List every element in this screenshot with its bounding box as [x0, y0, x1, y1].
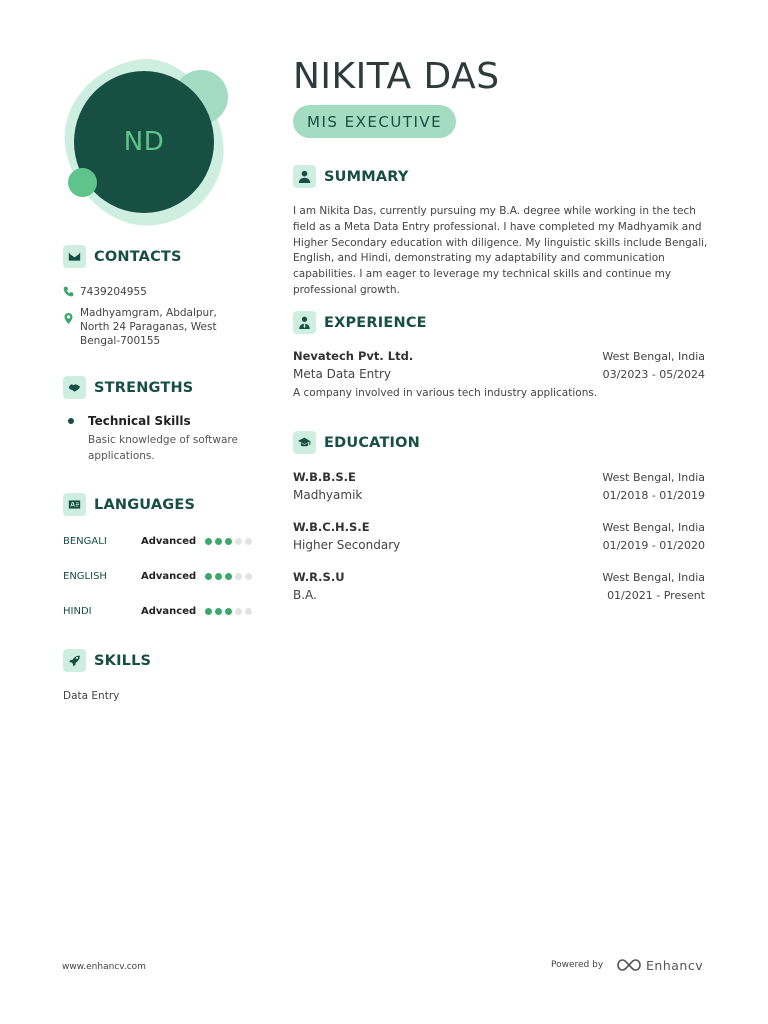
experience-description: A company involved in various tech industry applications.	[293, 387, 598, 399]
footer-logo[interactable]	[616, 957, 703, 973]
experience-dates: 03/2023 - 05/2024	[602, 368, 705, 381]
education-entry	[293, 520, 705, 552]
bullet-dot	[68, 418, 74, 424]
contacts-label: CONTACTS	[94, 248, 182, 265]
contacts-section-title	[63, 245, 182, 268]
briefcase-user-icon	[293, 311, 316, 334]
school-name: W.R.S.U	[293, 570, 345, 584]
job-title-badge: MIS EXECUTIVE	[293, 105, 456, 138]
language-level: Advanced	[141, 606, 197, 617]
proficiency-dots	[205, 608, 252, 615]
skills-section-title	[63, 649, 151, 672]
language-icon	[63, 493, 86, 516]
proficiency-dot-empty	[235, 608, 242, 615]
summary-section-title	[293, 165, 409, 188]
address-text: Madhyamgram, Abdalpur, North 24 Paraganas, West Bengal-700155	[80, 307, 217, 347]
proficiency-dot-empty	[245, 573, 252, 580]
proficiency-dot-filled	[205, 538, 212, 545]
strength-title: Technical Skills	[88, 414, 191, 428]
language-level: Advanced	[141, 536, 197, 547]
footer-brand-name: Enhancv	[646, 957, 704, 973]
experience-entry	[293, 349, 705, 399]
graduation-cap-icon	[293, 431, 316, 454]
languages-section-title	[63, 493, 195, 516]
proficiency-dot-filled	[225, 538, 232, 545]
enhancv-logo-icon	[616, 957, 642, 973]
proficiency-dot-filled	[225, 608, 232, 615]
experience-location: West Bengal, India	[602, 350, 705, 363]
experience-role: Meta Data Entry	[293, 367, 392, 381]
experience-label: EXPERIENCE	[324, 314, 427, 331]
proficiency-dot-filled	[215, 573, 222, 580]
degree-name: B.A.	[293, 588, 317, 602]
language-row	[63, 606, 263, 617]
contact-address	[63, 306, 248, 348]
proficiency-dot-empty	[245, 608, 252, 615]
phone-number: 7439204955	[80, 286, 147, 298]
skills-label: SKILLS	[94, 652, 152, 669]
proficiency-dot-filled	[215, 538, 222, 545]
school-name: W.B.B.S.E	[293, 470, 356, 484]
degree-name: Higher Secondary	[293, 538, 401, 552]
education-section-title	[293, 431, 420, 454]
skill-item: Data Entry	[63, 690, 120, 702]
proficiency-dot-filled	[205, 608, 212, 615]
user-icon	[293, 165, 316, 188]
company-name: Nevatech Pvt. Ltd.	[293, 349, 414, 363]
summary-label: SUMMARY	[324, 168, 409, 185]
candidate-name: NIKITA DAS	[293, 56, 500, 97]
education-label: EDUCATION	[324, 434, 421, 451]
experience-section-title	[293, 311, 427, 334]
strength-description: Basic knowledge of software applications.	[88, 434, 238, 462]
education-entry	[293, 570, 705, 602]
rocket-icon	[63, 649, 86, 672]
handshake-icon	[63, 376, 86, 399]
contact-phone	[63, 285, 248, 299]
footer-powered-by: Powered by	[551, 960, 604, 970]
avatar-circle	[74, 71, 214, 213]
education-dates: 01/2021 - Present	[607, 589, 705, 602]
education-location: West Bengal, India	[602, 521, 705, 534]
education-location: West Bengal, India	[602, 471, 705, 484]
proficiency-dots	[205, 538, 252, 545]
degree-name: Madhyamik	[293, 488, 363, 502]
language-level: Advanced	[141, 571, 197, 582]
language-name: HINDI	[63, 606, 92, 617]
proficiency-dots	[205, 573, 252, 580]
language-name: BENGALI	[63, 536, 107, 547]
strengths-section-title	[63, 376, 193, 399]
proficiency-dot-filled	[205, 573, 212, 580]
footer-website-link[interactable]: www.enhancv.com	[62, 962, 146, 972]
avatar-blob-small	[68, 168, 97, 197]
avatar	[56, 52, 236, 232]
strengths-label: STRENGTHS	[94, 379, 194, 396]
strength-item	[68, 414, 258, 464]
education-dates: 01/2018 - 01/2019	[602, 489, 705, 502]
language-row	[63, 536, 263, 547]
avatar-initials: ND	[123, 127, 165, 157]
education-dates: 01/2019 - 01/2020	[602, 539, 705, 552]
envelope-icon	[63, 245, 86, 268]
language-row	[63, 571, 263, 582]
proficiency-dot-filled	[215, 608, 222, 615]
school-name: W.B.C.H.S.E	[293, 520, 370, 534]
proficiency-dot-empty	[245, 538, 252, 545]
education-location: West Bengal, India	[602, 571, 705, 584]
proficiency-dot-empty	[235, 538, 242, 545]
location-pin-icon	[63, 313, 74, 324]
language-name: ENGLISH	[63, 571, 107, 582]
languages-label: LANGUAGES	[94, 496, 196, 513]
summary-text: I am Nikita Das, currently pursuing my B.A. degree while working in the tech field as a Meta Data Entry professional. I have completed my Madhyamik and Higher Secondary education with diligence. My linguistic skills include Bengali, English, and Hindi, demonstrating my adaptability and communication capabilities. I am eager to leverage my technical skills and continue my professional growth.	[293, 205, 708, 296]
education-entry	[293, 470, 705, 502]
proficiency-dot-filled	[225, 573, 232, 580]
phone-icon	[63, 286, 74, 297]
proficiency-dot-empty	[235, 573, 242, 580]
